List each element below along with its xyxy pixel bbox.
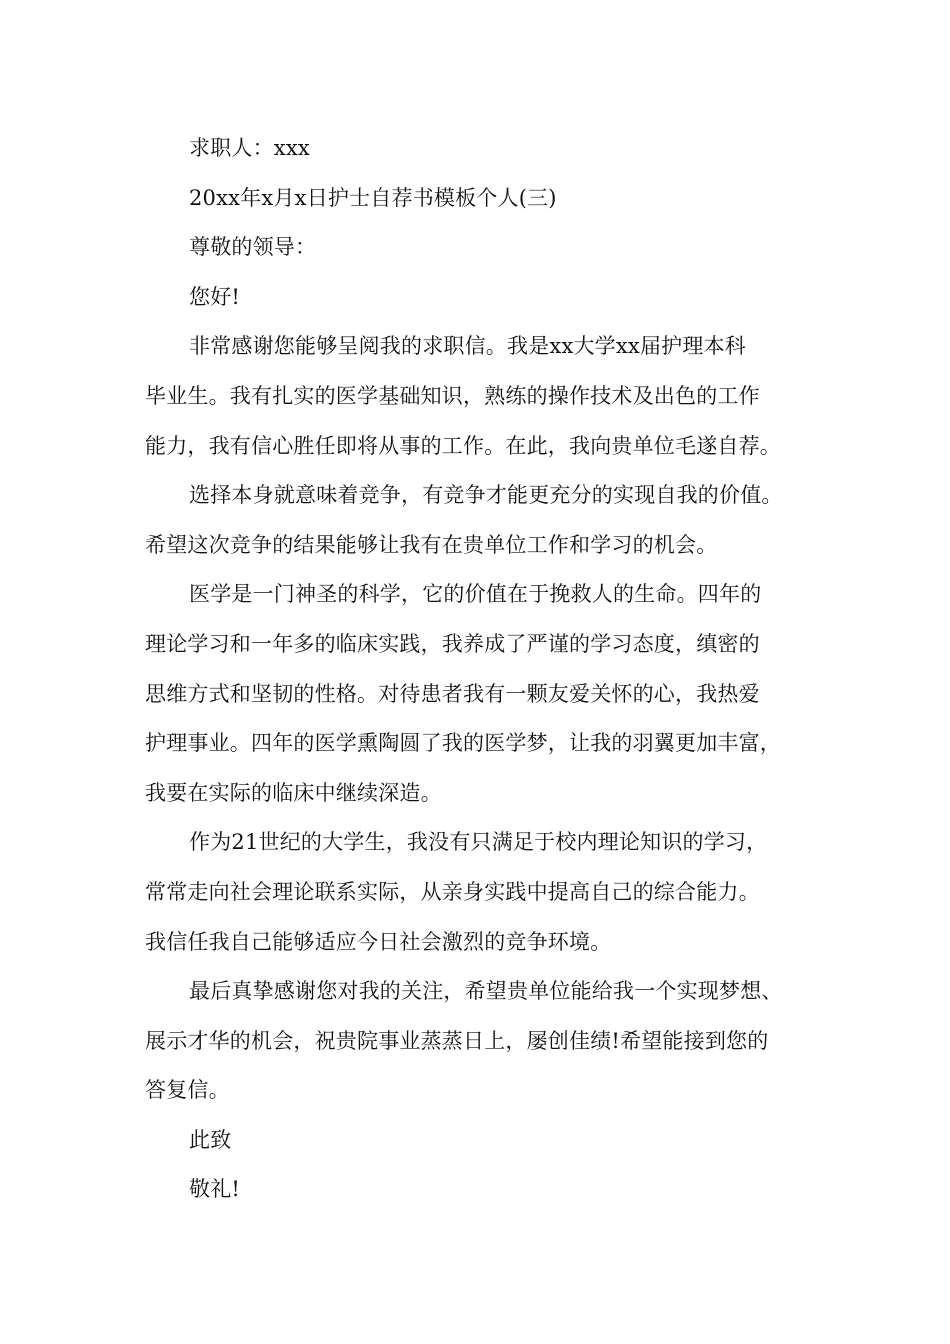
paragraph-1 bbox=[145, 322, 815, 471]
paragraph-line: 能力，我有信心胜任即将从事的工作。在此，我向贵单位毛遂自荐。 bbox=[145, 433, 781, 458]
date-title-line: 20xx年x月x日护士自荐书模板个人(三) bbox=[189, 185, 557, 210]
paragraph-line: 最后真挚感谢您对我的关注，希望贵单位能给我一个实现梦想、 bbox=[189, 979, 783, 1004]
paragraph-line: 希望这次竞争的结果能够让我有在贵单位工作和学习的机会。 bbox=[145, 532, 718, 557]
paragraph-line: 医学是一门神圣的科学，它的价值在于挽救人的生命。四年的 bbox=[189, 582, 762, 607]
closing-line-1: 此致 bbox=[189, 1127, 232, 1152]
paragraph-line: 毕业生。我有扎实的医学基础知识，熟练的操作技术及出色的工作 bbox=[145, 383, 760, 408]
paragraph-4 bbox=[145, 818, 815, 967]
paragraph-line: 我要在实际的临床中继续深造。 bbox=[145, 780, 442, 805]
applicant-line: 求职人：xxx bbox=[189, 136, 310, 160]
paragraph-line: 选择本身就意味着竞争，有竞争才能更充分的实现自我的价值。 bbox=[189, 483, 783, 508]
paragraph-line: 常常走向社会理论联系实际，从亲身实践中提高自己的综合能力。 bbox=[145, 879, 760, 904]
letter-body bbox=[145, 124, 815, 1215]
paragraph-2 bbox=[145, 471, 815, 570]
paragraph-line: 护理事业。四年的医学熏陶圆了我的医学梦，让我的羽翼更加丰富， bbox=[145, 731, 781, 756]
paragraph-line: 非常感谢您能够呈阅我的求职信。我是xx大学xx届护理本科 bbox=[189, 334, 746, 359]
paragraph-line: 展示才华的机会，祝贵院事业蒸蒸日上，屡创佳绩!希望能接到您的 bbox=[145, 1028, 769, 1053]
paragraph-5 bbox=[145, 967, 815, 1116]
closing-line-2: 敬礼! bbox=[189, 1177, 241, 1202]
paragraph-line: 答复信。 bbox=[145, 1078, 230, 1103]
paragraph-line: 我信任我自己能够适应今日社会激烈的竞争环境。 bbox=[145, 929, 612, 954]
paragraph-line: 作为21世纪的大学生，我没有只满足于校内理论知识的学习， bbox=[189, 830, 768, 855]
paragraph-line: 思维方式和坚韧的性格。对待患者我有一颗友爱关怀的心，我热爱 bbox=[145, 681, 760, 706]
paragraph-3 bbox=[145, 570, 815, 818]
paragraph-line: 理论学习和一年多的临床实践，我养成了严谨的学习态度，缜密的 bbox=[145, 631, 760, 656]
salutation: 尊敬的领导： bbox=[189, 235, 317, 260]
greeting: 您好! bbox=[189, 284, 241, 309]
